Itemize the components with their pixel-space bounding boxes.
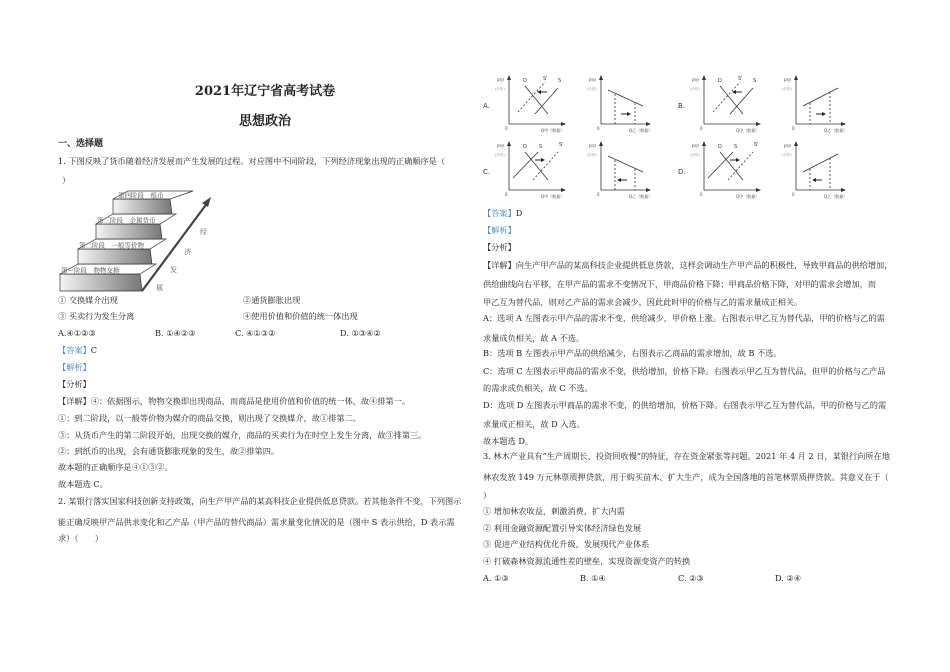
- option-graph-3: [678, 138, 868, 200]
- q3-stem-2: 林农发放 149 万元林票质押贷款，用于购买苗木、扩大生产，成为全国落地的首笔林票质押贷款。其意义在于（: [483, 472, 889, 482]
- step-3-label: 第三阶段 金属货币: [97, 216, 156, 225]
- section-heading: 一、选择题: [58, 139, 104, 149]
- svg-text:Q甲（数量）: Q甲（数量）: [541, 194, 565, 199]
- q3-item-1: ① 增加林农收益，刺激消费，扩大内需: [483, 506, 625, 516]
- q2-stem-1: 2. 某银行落实国家科技创新支持政策，向生产甲产品的某高科技企业提供低息贷款。若其他条件不变，下列图示: [58, 496, 462, 506]
- arrow-text-2: 济: [184, 248, 191, 256]
- svg-text:D: D: [523, 78, 527, 84]
- q3-choice-b[interactable]: B. ①④: [580, 573, 606, 583]
- q3-choice-d[interactable]: D. ②④: [775, 573, 802, 583]
- svg-text:(价格): (价格): [587, 87, 597, 91]
- svg-text:P甲: P甲: [497, 145, 505, 150]
- q2-stem-2: 能正确反映甲产品供求变化和乙产品（甲产品的替代商品）需求量变化情况的是（图中 S 表示供给，D 表示需: [58, 517, 455, 527]
- svg-text:0: 0: [505, 126, 508, 131]
- svg-text:S: S: [734, 144, 738, 150]
- q1-item-4: ④使用价值和价值的统一体出现: [243, 311, 358, 321]
- svg-text:0: 0: [597, 192, 600, 197]
- svg-text:(价格): (价格): [782, 87, 792, 91]
- svg-text:0: 0: [792, 126, 795, 131]
- svg-text:D: D: [718, 78, 722, 84]
- step-1-label: 第一阶段 物物交换: [61, 266, 120, 275]
- svg-text:Q乙（数量）: Q乙（数量）: [824, 194, 848, 199]
- svg-text:Q甲（数量）: Q甲（数量）: [736, 128, 760, 133]
- staircase-figure: [58, 186, 220, 294]
- option-graph-2: [483, 138, 673, 200]
- svg-text:0: 0: [700, 192, 703, 197]
- svg-text:Q乙（数量）: Q乙（数量）: [824, 128, 848, 133]
- svg-text:S: S: [539, 144, 543, 150]
- svg-text:P甲: P甲: [589, 79, 597, 84]
- svg-text:S': S': [559, 142, 564, 148]
- q2-stem-3: 求）（ ）: [58, 533, 104, 543]
- q2-detail-9: D：选项 D 左图表示甲商品的需求不变，的供给增加，价格下降。右图表示甲乙互为替代品，甲的价格与乙的需: [483, 400, 887, 410]
- svg-text:S': S': [738, 76, 743, 82]
- q1-stem: 1. 下图反映了货币随着经济发展而产生发展的过程。对应图中不同阶段，下列经济现象出现的正确顺序是（: [58, 156, 446, 166]
- q1-stem-cont: ）: [62, 175, 71, 185]
- q3-item-3: ③ 促进产业结构优化升级，发展现代产业体系: [483, 539, 650, 549]
- q1-detail-1: ④：依据图示，物物交换即出现商品，而商品是使用价值和价值的统一体，故④排第一。: [90, 396, 411, 406]
- svg-text:0: 0: [700, 126, 703, 131]
- svg-text:0: 0: [505, 192, 508, 197]
- q2-answer: D: [515, 208, 523, 218]
- option-graph-0: [483, 72, 673, 134]
- q3-item-2: ② 利用金融资源配置引导实体经济绿色发展: [483, 523, 642, 533]
- q2-detail-4: A：选项 A 左图表示甲产品的需求不变，供给减少，甲价格上涨。右图表示甲乙互为替代品，甲的价格与乙的需: [483, 313, 885, 323]
- q3-choice-c[interactable]: C. ②③: [678, 573, 704, 583]
- q1-detail-6: 故本题选 C。: [58, 479, 108, 489]
- q1-answer: C: [90, 345, 98, 355]
- q2-fenxi: 【分析】: [483, 242, 516, 252]
- q2-jiexi: 【解析】: [483, 225, 516, 235]
- svg-text:S': S': [754, 142, 759, 148]
- svg-text:S: S: [753, 78, 757, 84]
- q2-detail-3: 甲乙互为替代品，则对乙产品的需求会减少，因此此时甲的价格与乙的需求量成正相关。: [483, 297, 803, 307]
- q1-choice-b[interactable]: B. ①④②③: [155, 328, 196, 338]
- svg-text:Q乙（数量）: Q乙（数量）: [629, 194, 653, 199]
- svg-text:S': S': [543, 76, 548, 82]
- option-label: D.: [678, 168, 686, 176]
- svg-text:(价格): (价格): [495, 87, 505, 91]
- q1-item-3: ③ 买卖行为发生分离: [58, 311, 135, 321]
- svg-text:Q甲（数量）: Q甲（数量）: [736, 194, 760, 199]
- svg-text:(价格): (价格): [587, 153, 597, 157]
- svg-text:0: 0: [597, 126, 600, 131]
- q2-detail-1: 向生产甲产品的某高科技企业提供低息贷款，这样会调动生产甲产品的积极性，导致甲商品的供给增加，: [515, 260, 893, 270]
- svg-text:Q甲（数量）: Q甲（数量）: [541, 128, 565, 133]
- svg-text:(价格): (价格): [495, 153, 505, 157]
- q1-choice-d[interactable]: D. ①③④②: [340, 328, 381, 338]
- svg-text:P甲: P甲: [692, 145, 700, 150]
- option-label: C.: [483, 168, 491, 176]
- option-label: B.: [678, 102, 686, 110]
- arrow-text-1: 经: [200, 228, 207, 236]
- step-2-label: 第二阶段 一般等价物: [79, 241, 144, 250]
- option-graph-1: [678, 72, 868, 134]
- svg-text:(价格): (价格): [690, 87, 700, 91]
- q1-fenxi: 【分析】: [58, 379, 91, 389]
- q1-item-1: ① 交换媒介出现: [58, 295, 118, 305]
- q1-item-2: ②通货膨胀出现: [243, 295, 301, 305]
- q2-detail-11: 故本题选 D。: [483, 436, 534, 446]
- option-label: A.: [483, 102, 490, 110]
- q3-stem-3: ）: [483, 490, 492, 500]
- q1-detail-3: ③：从货币产生的第二阶段开始，出现交换的媒介，商品的买卖行为在时空上发生分离，故③排第三。: [58, 430, 427, 440]
- q1-detail-4: ②：到纸币的出现，会有通货膨胀现象的发生，故②排第四。: [58, 446, 280, 456]
- q3-choice-a[interactable]: A. ①③: [483, 573, 509, 583]
- step-4-label: 第四阶段 纸币: [118, 191, 164, 200]
- svg-text:P甲: P甲: [497, 79, 505, 84]
- svg-text:Q乙（数量）: Q乙（数量）: [629, 128, 653, 133]
- q2-detail-10: 求量成正相关，故 D 入选。: [483, 419, 585, 429]
- q1-choice-c[interactable]: C. ④①③②: [235, 328, 276, 338]
- svg-text:P甲: P甲: [589, 145, 597, 150]
- q1-detail-5: 故本题的正确顺序是④①③②。: [58, 462, 173, 472]
- svg-text:(价格): (价格): [782, 153, 792, 157]
- q2-detail-2: 供给曲线向右平移，在甲产品的需求不变情况下，甲商品价格下降；甲商品价格下降，对甲的需求会增加，而: [483, 279, 877, 289]
- svg-text:D: D: [718, 144, 722, 150]
- svg-text:P甲: P甲: [784, 145, 792, 150]
- q3-stem-1: 3. 林木产业具有“生产周期长、投资回收慢”的特征，存在资金紧张等问题。2021 年 4 月 2 日，某银行向所在地: [483, 451, 890, 461]
- arrow-text-4: 展: [156, 284, 163, 292]
- q2-detail-6: B：选项 B 左图表示甲产品的供给减少，右图表示乙商品的需求增加，故 B 不选。: [483, 348, 782, 358]
- q1-answer-tag: 【答案】: [58, 345, 91, 355]
- q2-answer-tag: 【答案】: [483, 208, 516, 218]
- q3-item-4: ④ 打破森林资源流通性差的壁垒，实现资源变资产的转换: [483, 556, 691, 566]
- svg-text:0: 0: [792, 192, 795, 197]
- svg-text:P甲: P甲: [692, 79, 700, 84]
- q2-detail-7: C：选项 C 左图表示甲商品的需求不变，供给增加，价格下降。右图表示甲乙互为替代品，但甲的价格与乙产品: [483, 366, 886, 376]
- q2-detail-tag: 【详解】: [483, 260, 516, 270]
- svg-text:(价格): (价格): [690, 153, 700, 157]
- q2-detail-8: 的需求成负相关，故 C 不选。: [483, 383, 593, 393]
- exam-title: 2021年辽宁省高考试卷: [194, 84, 336, 99]
- q1-detail-tag: 【详解】: [58, 396, 91, 406]
- q1-detail-2: ①：到二阶段，以一般等价物为媒介的商品交换，则出现了交换媒介，故①排第二。: [58, 413, 361, 423]
- svg-text:D: D: [523, 144, 527, 150]
- subject-title: 思想政治: [238, 114, 291, 129]
- svg-text:S: S: [558, 78, 562, 84]
- q1-choice-a[interactable]: A.④①②③: [58, 328, 96, 338]
- arrow-head-icon: [202, 197, 211, 207]
- q1-jiexi: 【解析】: [58, 362, 91, 372]
- svg-text:P甲: P甲: [784, 79, 792, 84]
- q2-detail-5: 求量成负相关，故 A 不选。: [483, 333, 585, 343]
- arrow-text-3: 发: [170, 266, 177, 274]
